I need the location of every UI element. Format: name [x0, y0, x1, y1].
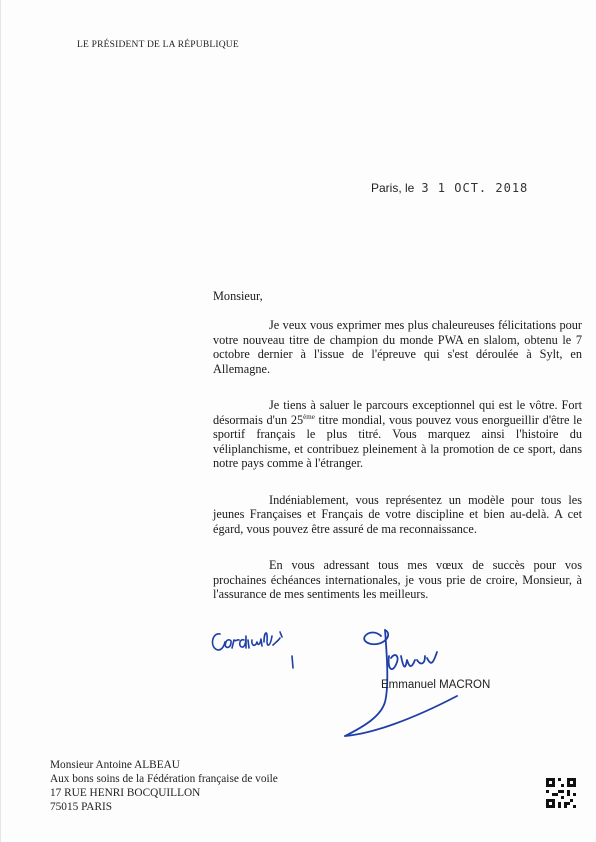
letter-body: [213, 318, 582, 624]
handwritten-closing: [206, 612, 306, 682]
date-stamp: 3 1 OCT. 2018: [421, 181, 529, 195]
signer-name: Emmanuel MACRON: [381, 679, 491, 691]
paragraph-1: Je veux vous exprimer mes plus chaleureuses félicitations pour votre nouveau titre de champion du monde PWA en slalom, obtenu le 7 octobre dernier à l'issue de l'épreuve qui s'est déroulée à Sylt, en Allemagne.: [213, 318, 582, 376]
paragraph-2-superscript: ème: [303, 412, 315, 421]
salutation: Monsieur,: [213, 289, 263, 303]
paragraph-2: [213, 398, 582, 471]
paragraph-4: En vous adressant tous mes vœux de succès pour vos prochaines échéances internationales, je vous prie de croire, Monsieur, à l'assurance de mes sentiments les meilleurs.: [213, 558, 582, 601]
address-line-1: Monsieur Antoine ALBEAU: [50, 759, 180, 771]
address-line-2: Aux bons soins de la Fédération française de voile: [50, 773, 278, 785]
paragraph-2-start: Je tiens à saluer le parcours exceptionnel qui est le vôtre. Fort désormais d'un 25: [213, 398, 582, 427]
address-line-4: 75015 PARIS: [50, 801, 113, 813]
paragraph-2-end: titre mondial, vous pouvez vous enorgueillir d'être le sportif français le plus titré. Vous marquez ainsi l'histoire du véliplanchisme, et contribuez pleinement à la promotion de ce sport, dans notre pays comme à l'étranger.: [213, 412, 583, 470]
recipient-address: [50, 758, 278, 814]
letterhead: LE PRÉSIDENT DE LA RÉPUBLIQUE: [77, 40, 239, 50]
paragraph-3: Indéniablement, vous représentez un modèle pour tous les jeunes Françaises et Français de votre discipline et bien au-delà. A cet égard, vous pouvez être assuré de ma reconnaissance.: [213, 492, 582, 536]
date-city: Paris, le: [371, 181, 415, 195]
qr-code-icon: [546, 778, 576, 808]
date-line: [371, 181, 528, 196]
address-line-3: 17 RUE HENRI BOCQUILLON: [50, 787, 201, 799]
